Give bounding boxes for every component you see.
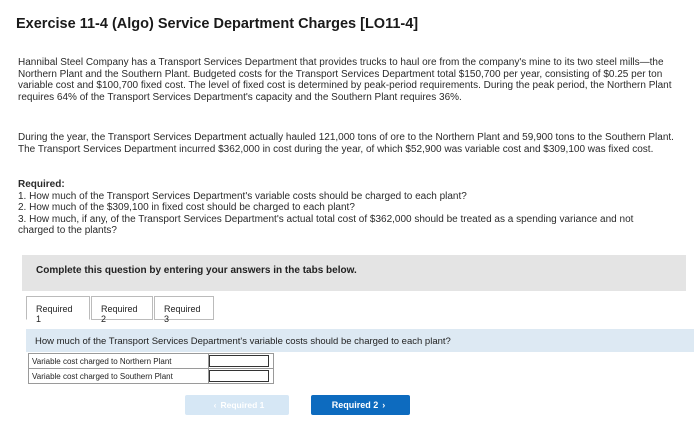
prev-required-button[interactable] <box>185 395 289 415</box>
required-section <box>18 179 668 237</box>
prev-button-label: Required 1 <box>220 400 265 410</box>
answer-cell <box>209 369 274 384</box>
required-item-1: 1. How much of the Transport Services Department's variable costs should be charged to each plant? <box>18 190 467 202</box>
northern-variable-cost-input[interactable] <box>209 355 269 367</box>
problem-paragraph-2: During the year, the Transport Services Department actually hauled 121,000 tons of ore to the Northern Plant and 59,900 tons to the Southern Plant. The Transport Services Department incurred $362,000 in cost during the year, of which $52,900 was variable cost and $309,100 was fixed cost. <box>18 132 674 155</box>
table-row <box>29 354 274 369</box>
tab-required-1[interactable]: Required 1 <box>26 296 90 320</box>
required-item-3: 3. How much, if any, of the Transport Services Department's actual total cost of $362,000 should be treated as a spending variance and not charged to the plants? <box>18 213 634 236</box>
question-bar: How much of the Transport Services Department's variable costs should be charged to each plant? <box>26 329 694 352</box>
problem-paragraph-1: Hannibal Steel Company has a Transport Services Department that provides trucks to haul ore from the company's mine to its two steel mills—the Northern Plant and the Southern Plant. Budgeted costs for the Transport Services Department total $150,700 per year, consisting of $0.25 per ton variable cost and $100,700 fixed cost. The level of fixed cost is determined by peak-period requirements. During the peak period, the Northern Plant requires 64% of the Transport Services Department's capacity and the Southern Plant requires 36%. <box>18 57 672 103</box>
row-label-northern: Variable cost charged to Northern Plant <box>29 354 209 369</box>
tab-required-3[interactable]: Required 3 <box>154 296 214 320</box>
southern-variable-cost-input[interactable] <box>209 370 269 382</box>
required-item-2: 2. How much of the $309,100 in fixed cost should be charged to each plant? <box>18 202 355 213</box>
required-tabs <box>26 296 213 324</box>
page-title: Exercise 11-4 (Algo) Service Department Charges [LO11-4] <box>16 16 419 32</box>
answer-cell <box>209 354 274 369</box>
next-required-button[interactable] <box>311 395 410 415</box>
row-label-southern: Variable cost charged to Southern Plant <box>29 369 209 384</box>
table-row <box>29 369 274 384</box>
tab-required-2[interactable]: Required 2 <box>91 296 153 320</box>
next-button-label: Required 2 <box>331 400 379 410</box>
instruction-banner: Complete this question by entering your answers in the tabs below. <box>22 255 686 291</box>
answer-table <box>28 353 274 384</box>
chevron-left-icon: ‹ <box>213 400 217 410</box>
chevron-right-icon: › <box>382 400 386 410</box>
required-heading: Required: <box>18 179 65 190</box>
